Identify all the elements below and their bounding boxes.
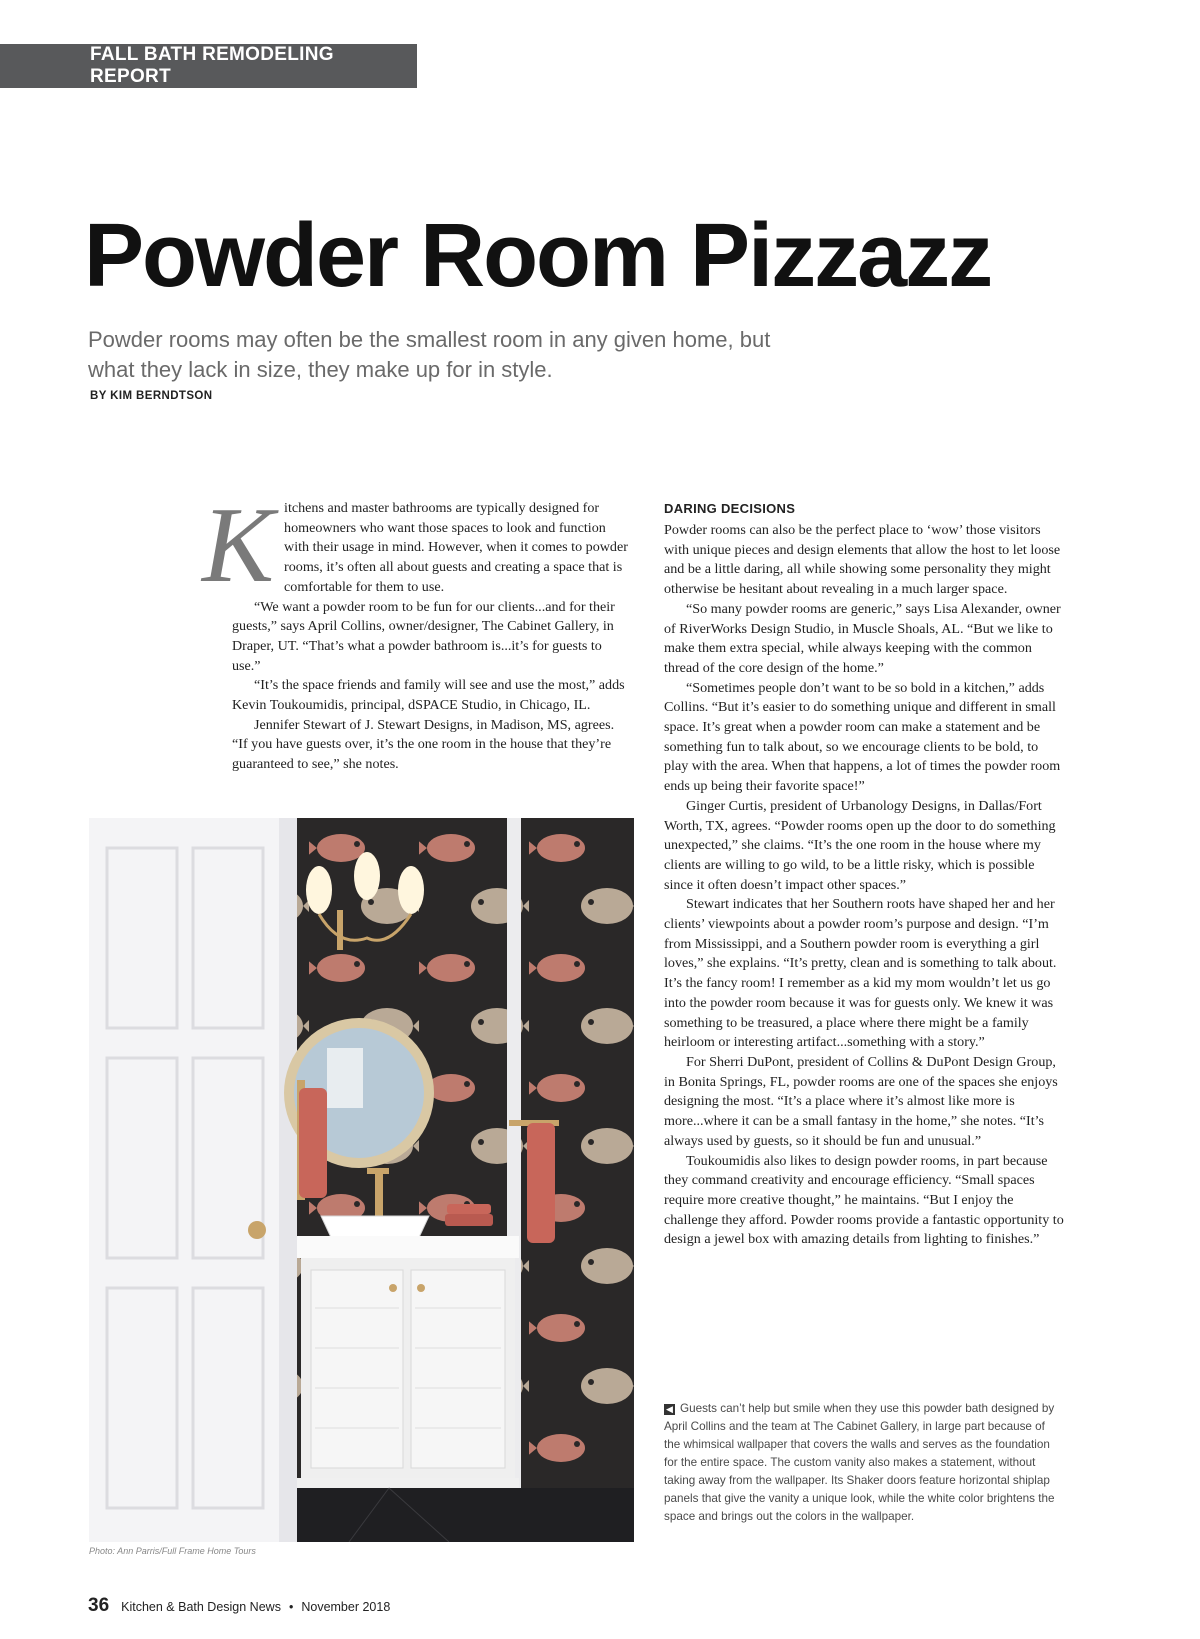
- paragraph: Jennifer Stewart of J. Stewart Designs, in Madison, MS, agrees. “If you have guests over, it’s the one room in the house that they’re guaranteed to see,” she notes.: [232, 716, 615, 773]
- page-footer: [88, 1595, 390, 1617]
- paragraph: itchens and master bathrooms are typically designed for homeowners who want those spaces to look and function with their usage in mind. However, when it comes to powder rooms, it’s often all about guests and creating a space that is comfortable for them to use.: [284, 500, 628, 595]
- photo-credit: Photo: Ann Parris/Full Frame Home Tours: [89, 1546, 256, 1556]
- powder-room-photo: [89, 818, 634, 1542]
- footer-separator: •: [288, 1600, 294, 1614]
- byline: BY KIM BERNDTSON: [90, 390, 213, 402]
- paragraph: Powder rooms can also be the perfect place to ‘wow’ those visitors with unique pieces and design elements that allow the host to let loose and be a little daring, all while showing some personality they might otherwise be hesitant about revealing in a much larger space.: [664, 522, 1061, 598]
- paragraph: “Sometimes people don’t want to be so bold in a kitchen,” adds Collins. “But it’s easier to do something unique and different in small space. It’s great when a powder room can make a statement and be something fun to talk about, so we encourage clients to be bold, to play with the area. When that happens, a lot of times the powder room ends up being their favorite space!”: [664, 679, 1061, 795]
- left-arrow-icon: ◀: [664, 1404, 675, 1415]
- body-column-left: [202, 486, 632, 775]
- paragraph: Stewart indicates that her Southern roots have shaped her and her clients’ viewpoints about a powder room’s purpose and design. “I’m from Mississippi, and a Southern powder room is everything a girl loves,” she explains. “It’s pretty, clean and is something to talk about. It’s the fancy room! I remember as a kid my mom wouldn’t let us go into the powder room because it was for guests only. We knew it was something to be treasured, a place where there might be a family heirloom or interesting artifact...something with a story.”: [664, 896, 1057, 1051]
- article-subtitle: Powder rooms may often be the smallest room in any given home, but what they lack in size, they make up for in style.: [88, 327, 771, 382]
- photo-caption: [664, 1400, 1064, 1526]
- paragraph: “So many powder rooms are generic,” says Lisa Alexander, owner of RiverWorks Design Studio, in Muscle Shoals, AL. “But we like to make them extra special, while always keeping with the common thread of the core design of the home.”: [664, 600, 1061, 676]
- drop-cap: K: [202, 486, 275, 605]
- body-column-right: [664, 499, 1064, 1250]
- paragraph: Toukoumidis also likes to design powder rooms, in part because they command creativity and encourage efficiency. “Small spaces require more creative thought,” he maintains. “But I enjoy the challenge they afford. Powder rooms provide a fantastic opportunity to design a jewel box with amazing details from lighting to finishes.”: [664, 1152, 1064, 1248]
- paragraph: Ginger Curtis, president of Urbanology Designs, in Dallas/Fort Worth, TX, agrees. “Powder rooms open up the door to do something unexpected,” she claims. “It’s the one room in the house where my clients are willing to go wild, to be a little risky, which is possible since it often doesn’t impact other spaces.”: [664, 797, 1056, 893]
- section-tag: FALL BATH REMODELING REPORT: [0, 44, 417, 88]
- section-heading: DARING DECISIONS: [664, 501, 796, 516]
- article-title: Powder Room Pizzazz: [84, 206, 992, 306]
- caption-text: Guests can’t help but smile when they use this powder bath designed by April Collins and the team at The Cabinet Gallery, in large part because of the whimsical wallpaper that covers the walls and serves as the foundation for the entire space. The custom vanity also makes a statement, without taking away from the wallpaper. Its Shaker doors feature horizontal shiplap panels that give the vanity a unique look, while the white color brightens the space and brings out the colors in the wallpaper.: [664, 1402, 1055, 1523]
- paragraph: For Sherri DuPont, president of Collins & DuPont Design Group, in Bonita Springs, FL, powder rooms are one of the spaces she enjoys designing the most. “It’s a place where it’s almost like more is more...where it can be a small fantasy in the home,” she notes. “It’s always used by guests, so it should be fun and unusual.”: [664, 1053, 1058, 1149]
- publication-name: Kitchen & Bath Design News: [121, 1600, 281, 1614]
- paragraph: “It’s the space friends and family will see and use the most,” adds Kevin Toukoumidis, principal, dSPACE Studio, in Chicago, IL.: [232, 677, 625, 714]
- page-number: 36: [88, 1595, 110, 1616]
- paragraph: “We want a powder room to be fun for our clients...and for their guests,” says April Collins, owner/designer, The Cabinet Gallery, in Draper, UT. “That’s what a powder bathroom is...it’s for guests to use.”: [232, 598, 615, 674]
- powder-room-illustration: [89, 818, 634, 1542]
- issue-date: November 2018: [301, 1600, 391, 1614]
